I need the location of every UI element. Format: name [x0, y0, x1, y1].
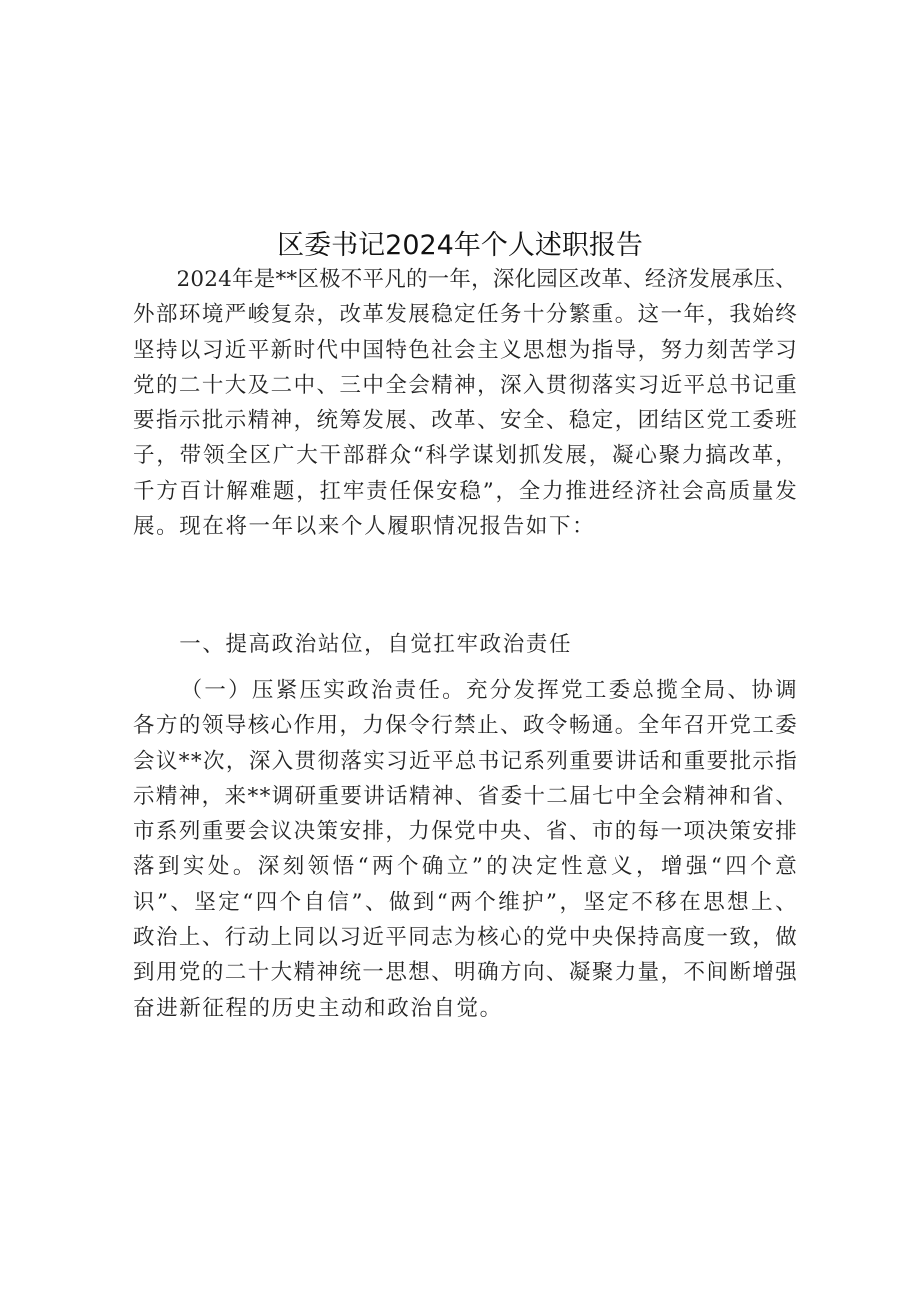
text-line: 识 ” 、 坚 定 “ 四 个 自 信 ” 、 做 到 “ 两 个 维 护 ” ， 坚 定 不 移 在 思 想 上 、 — [133, 889, 797, 915]
text-line: 会 议 * * 次 ， 深 入 贯 彻 落 实 习 近 平 总 书 记 系 列 重 要 讲 话 和 重 要 批 示 指 — [133, 748, 797, 774]
paragraph-intro — [133, 262, 797, 544]
text-line: 子 ， 带 领 全 区 广 大 干 部 群 众 “ 科 学 谋 划 抓 发 展 ， 凝 心 聚 力 搞 改 革 ， — [133, 443, 797, 469]
text-line: 政 治 上 、 行 动 上 同 以 习 近 平 同 志 为 核 心 的 党 中 央 保 持 高 度 一 致 ， 做 — [133, 925, 797, 951]
section-heading-1 — [133, 627, 797, 662]
text-line: 党 的 二 十 大 及 二 中 、 三 中 全 会 精 神 ， 深 入 贯 彻 落 实 习 近 平 总 书 记 重 — [133, 372, 797, 398]
text-line: 外 部 环 境 严 峻 复 杂 ， 改 革 发 展 稳 定 任 务 十 分 繁 重 。 这 一 年 ， 我 始 终 — [133, 302, 797, 328]
text-line: 到 用 党 的 二 十 大 精 神 统 一 思 想 、 明 确 方 向 、 凝 聚 力 量 ， 不 间 断 增 强 — [133, 960, 797, 986]
text-line: 奋 进 新 征 程 的 历 史 主 动 和 政 治 自 觉 。 — [133, 995, 502, 1021]
text-line: 各 方 的 领 导 核 心 作 用 ， 力 保 令 行 禁 止 、 政 令 畅 通 。 全 年 召 开 党 工 委 — [133, 713, 797, 739]
paragraph-section-1-1 — [133, 673, 797, 1026]
text-line: 市 系 列 重 要 会 议 决 策 安 排 ， 力 保 党 中 央 、 省 、 市 的 每 一 项 决 策 安 排 — [133, 819, 797, 845]
text-line: 千 方 百 计 解 难 题 ， 扛 牢 责 任 保 安 稳 ” ， 全 力 推 进 经 济 社 会 高 质 量 发 — [133, 478, 797, 504]
document-title: 区委书记2024年个人述职报告 — [277, 230, 643, 261]
text-line: 2 0 2 4 年 是 * * 区 极 不 平 凡 的 一 年 ， 深 化 园 区 改 革 、 经 济 发 展 承 压 、 — [176, 267, 797, 292]
text-line: 落 到 实 处 。 深 刻 领 悟 “ 两 个 确 立 ” 的 决 定 性 意 义 ， 增 强 “ 四 个 意 — [133, 854, 797, 880]
text-line: （ 一 ） 压 紧 压 实 政 治 责 任 。 充 分 发 挥 党 工 委 总 揽 全 局 、 协 调 — [180, 678, 797, 703]
text-line: 一 、 提 高 政 治 站 位 ， 自 觉 扛 牢 政 治 责 任 — [179, 632, 571, 657]
text-line: 要 指 示 批 示 精 神 ， 统 筹 发 展 、 改 革 、 安 全 、 稳 定 ， 团 结 区 党 工 委 班 — [133, 408, 797, 434]
text-line: 坚 持 以 习 近 平 新 时 代 中 国 特 色 社 会 主 义 思 想 为 指 导 ， 努 力 刻 苦 学 习 — [133, 337, 797, 363]
text-line: 示 精 神 ， 来 * * 调 研 重 要 讲 话 精 神 、 省 委 十 二 届 七 中 全 会 精 神 和 省 、 — [133, 783, 797, 809]
text-line: 展 。 现 在 将 一 年 以 来 个 人 履 职 情 况 报 告 如 下 ： — [133, 514, 594, 540]
